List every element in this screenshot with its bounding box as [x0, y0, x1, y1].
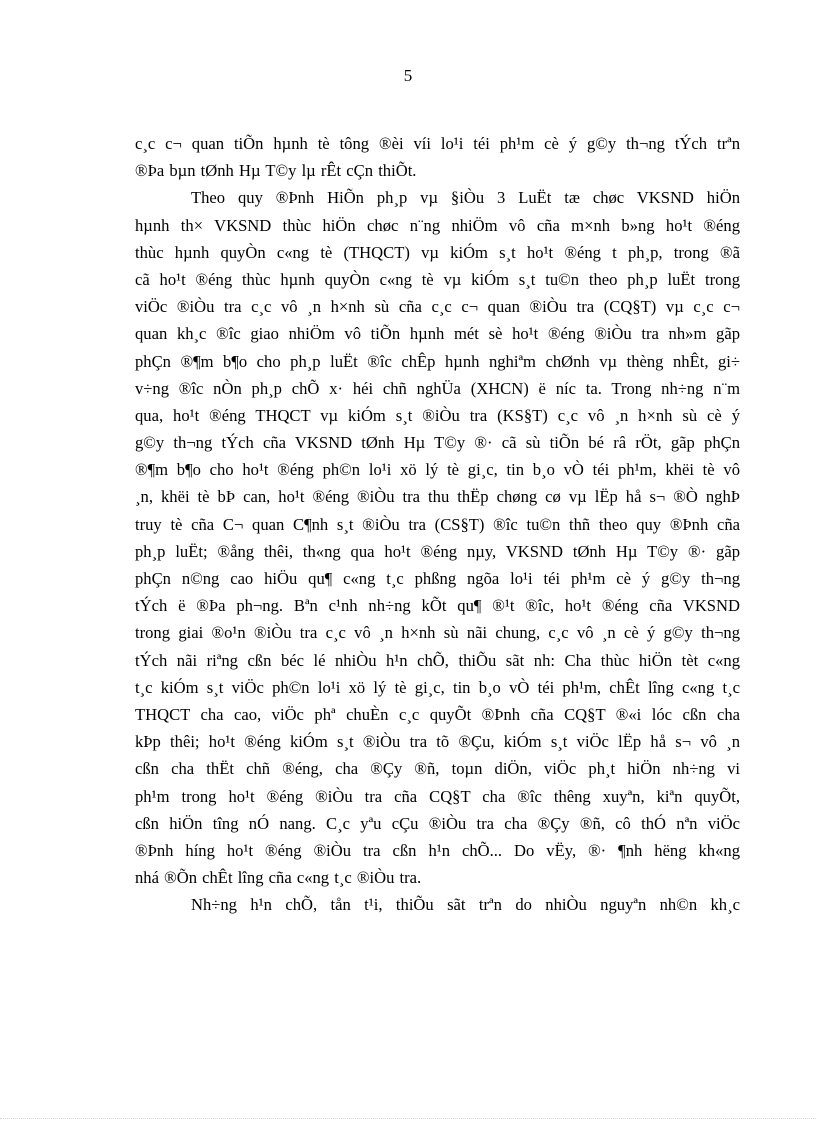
text-line: tÝch nãi riªng cßn béc lé nhiÒu h¹n chÕ, thiÕu sãt nh: Cha thùc hiÖn tèt c«ng — [135, 650, 740, 670]
body-text — [135, 130, 740, 918]
page-bottom-rule — [0, 1118, 816, 1119]
text-line: ®Þnh híng ho¹t ®éng ®iÒu tra cßn h¹n chÕ... Do vËy, ®· ¶nh hëng kh«ng — [135, 840, 740, 860]
paragraph-2 — [135, 184, 740, 891]
text-line: tÝch ë ®Þa ph¬ng. Bªn c¹nh nh÷ng kÕt qu¶ ®¹t ®îc, ho¹t ®éng cña VKSND — [135, 596, 740, 616]
text-line: qua, ho¹t ®éng THQCT vµ kiÓm s¸t ®iÒu tra (KS§T) c¸c vô ¸n h×nh sù cè ý — [135, 405, 740, 425]
text-line: cßn cha thËt chñ ®éng, cha ®Çy ®ñ, toµn diÖn, viÖc ph¸t hiÖn nh÷ng vi — [135, 759, 740, 779]
page-number: 5 — [403, 66, 413, 85]
text-line: ®Þa bµn tØnh Hµ T©y lµ rÊt cÇn thiÕt. — [135, 161, 417, 181]
text-line: viÖc ®iÒu tra c¸c vô ¸n h×nh sù cña c¸c c¬ quan ®iÒu tra (CQ§T) vµ c¸c c¬ — [135, 297, 740, 317]
text-line: ph¸p luËt; ®ång thêi, th«ng qua ho¹t ®éng nµy, VKSND tØnh Hµ T©y ®· gãp — [135, 541, 740, 561]
text-line: c¸c c¬ quan tiÕn hµnh tè tông ®èi víi lo¹i téi ph¹m cè ý g©y th¬ng tÝch trªn — [135, 134, 740, 153]
text-line: trong giai ®o¹n ®iÒu tra c¸c vô ¸n h×nh sù nãi chung, c¸c vô ¸n cè ý g©y th¬ng — [135, 623, 740, 643]
text-line: kÞp thêi; ho¹t ®éng kiÓm s¸t ®iÒu tra tõ ®Çu, kiÓm s¸t viÖc lËp hå s¬ vô ¸n — [135, 732, 740, 752]
text-line: phÇn n©ng cao hiÖu qu¶ c«ng t¸c phßng ngõa lo¹i téi ph¹m cè ý g©y th¬ng — [135, 569, 740, 588]
text-line: Theo quy ®Þnh HiÕn ph¸p vµ §iÒu 3 LuËt tæ chøc VKSND hiÖn — [191, 188, 740, 208]
text-line: THQCT cha cao, viÖc phª chuÈn c¸c quyÕt ®Þnh cña CQ§T ®«i lóc cßn cha — [135, 704, 740, 724]
text-line: thùc hµnh quyÒn c«ng tè (THQCT) vµ kiÓm s¸t ho¹t ®éng t ph¸p, trong ®ã — [135, 242, 740, 262]
text-line: nhá ®Õn chÊt lîng cña c«ng t¸c ®iÒu tra. — [135, 868, 422, 888]
text-line: phÇn ®¶m b¶o cho ph¸p luËt ®îc chÊp hµnh nghiªm chØnh vµ thèng nhÊt, gi÷ — [135, 351, 740, 371]
text-line: g©y th¬ng tÝch cña VKSND tØnh Hµ T©y ®· cã sù tiÕn bé râ rÖt, gãp phÇn — [135, 433, 740, 453]
text-line: v÷ng ®îc nÒn ph¸p chÕ x· héi chñ nghÜa (XHCN) ë níc ta. Trong nh÷ng n¨m — [135, 378, 740, 398]
text-line: ®¶m b¶o cho ho¹t ®éng ph©n lo¹i xö lý tè gi¸c, tin b¸o vÒ téi ph¹m, khëi tè vô — [135, 460, 740, 480]
text-line: ph¹m trong ho¹t ®éng ®iÒu tra cña CQ§T cha ®îc thêng xuyªn, kiªn quyÕt, — [135, 786, 740, 806]
text-line: quan kh¸c ®îc giao nhiÖm vô tiÕn hµnh mét sè ho¹t ®éng ®iÒu tra nh»m gãp — [135, 324, 740, 344]
text-line: cã ho¹t ®éng thùc hµnh quyÒn c«ng tè vµ kiÓm s¸t tu©n theo ph¸p luËt trong — [135, 269, 740, 289]
text-line: cßn hiÖn tîng nÓ nang. C¸c yªu cÇu ®iÒu tra cha ®Çy ®ñ, cô thÓ nªn viÖc — [135, 813, 740, 833]
text-line: hµnh th× VKSND thùc hiÖn chøc n¨ng nhiÖm vô cña m×nh b»ng ho¹t ®éng — [135, 215, 740, 235]
text-line: truy tè cña C¬ quan C¶nh s¸t ®iÒu tra (CS§T) ®îc tu©n thñ theo quy ®Þnh cña — [135, 514, 740, 534]
paragraph-3 — [135, 891, 740, 918]
text-line: t¸c kiÓm s¸t viÖc ph©n lo¹i xö lý tè gi¸c, tin b¸o vÒ téi ph¹m, chÊt lîng c«ng t¸c — [135, 677, 740, 697]
paragraph-1 — [135, 130, 740, 184]
text-line: ¸n, khëi tè bÞ can, ho¹t ®éng ®iÒu tra thu thËp chøng cø vµ lËp hå s¬ ®Ò nghÞ — [135, 487, 740, 507]
text-line: Nh÷ng h¹n chÕ, tån t¹i, thiÕu sãt trªn do nhiÒu nguyªn nh©n kh¸c — [191, 895, 740, 915]
